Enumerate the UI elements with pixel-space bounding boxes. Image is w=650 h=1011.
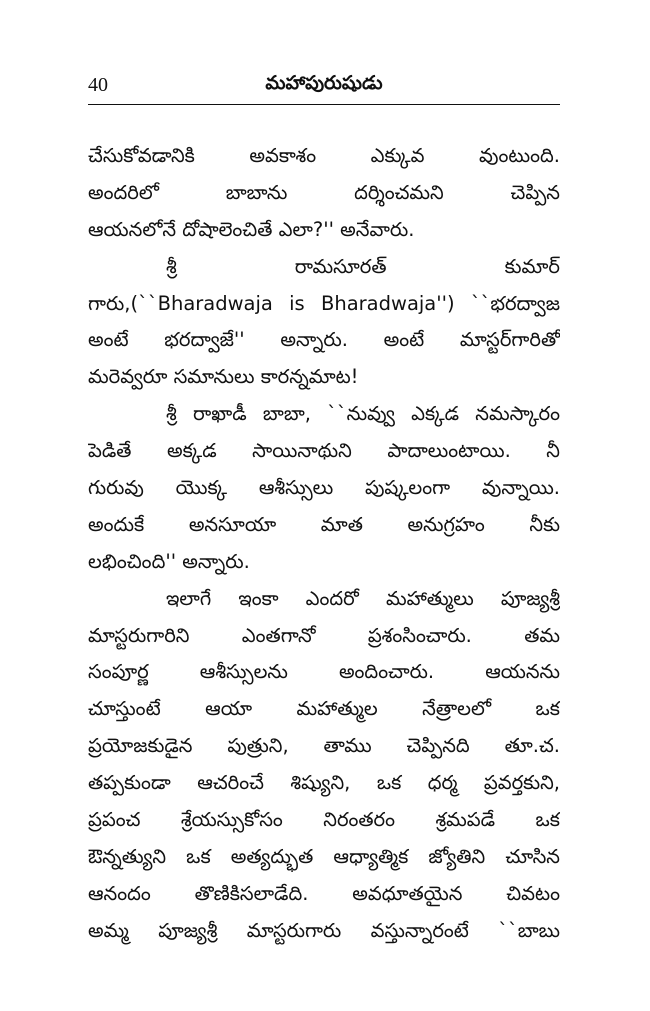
header-rule xyxy=(88,104,560,105)
text-line: శ్రీ రాఖాడీ బాబా, ``నువ్వు ఎక్కడ నమస్కారం xyxy=(166,402,560,426)
text-line: మాస్టరుగారిని ఎంతగానో ప్రశంసించారు. తమ xyxy=(88,623,560,647)
page-number: 40 xyxy=(88,74,108,96)
text-line: ఇలాగే ఇంకా ఎందరో మహాత్ములు పూజ్యశ్రీ xyxy=(166,586,560,610)
text-line: చూస్తుంటే ఆయా మహాత్ముల నేత్రాలలో ఒక xyxy=(88,697,560,721)
text-line: గురువు యొక్క ఆశీస్సులు పుష్కలంగా వున్నాయి. xyxy=(88,476,560,500)
text-line: గారు,(``Bharadwaja is Bharadwaja'') ``భరద్వాజ xyxy=(88,291,560,315)
text-line: ఆయనలోనే దోషాలెంచితే ఎలా?'' అనేవారు. xyxy=(88,217,415,241)
text-line: శ్రీ రామసూరత్ కుమార్ xyxy=(166,254,560,278)
text-line: తప్పకుండా ఆచరించే శిష్యుని, ఒక ధర్మ ప్రవర్తకుని, xyxy=(88,771,560,795)
running-title: మహాపురుషుడు xyxy=(265,72,383,94)
text-line: ప్రయోజకుడైన పుత్రుని, తాము చెప్పినది తూ.చ. xyxy=(88,734,560,758)
text-line: అందరిలో బాబాను దర్శించమని చెప్పిన xyxy=(88,180,560,204)
text-line: అంటే భరద్వాజే'' అన్నారు. అంటే మాస్టర్‌గారితో xyxy=(88,328,560,352)
text-line: ఔన్నత్యుని ఒక అత్యద్భుత ఆధ్యాత్మిక జ్యోతిని చూసిన xyxy=(88,844,560,868)
text-line: చేసుకోవడానికి అవకాశం ఎక్కువ వుంటుంది. xyxy=(88,144,560,167)
text-line: అందుకే అనసూయా మాత అనుగ్రహం నీకు xyxy=(88,512,560,536)
page-header xyxy=(88,70,560,102)
text-line: మరెవ్వరూ సమానులు కారన్నమాట! xyxy=(88,365,359,389)
text-line: లభించింది'' అన్నారు. xyxy=(88,549,250,573)
body-text xyxy=(88,138,560,950)
text-line: ఆనందం తొణికిసలాడేది. అవధూతయైన చివటం xyxy=(88,881,560,905)
text-line: సంపూర్ణ ఆశీస్సులను అందించారు. ఆయనను xyxy=(88,660,560,684)
text-line: అమ్మ పూజ్యశ్రీ మాస్టరుగారు వస్తున్నారంటే ``బాబు xyxy=(88,918,560,942)
text-line: ప్రపంచ శ్రేయస్సుకోసం నిరంతరం శ్రమపడే ఒక xyxy=(88,808,560,832)
text-line: పెడితే అక్కడ సాయినాథుని పాదాలుంటాయి. నీ xyxy=(88,439,560,463)
